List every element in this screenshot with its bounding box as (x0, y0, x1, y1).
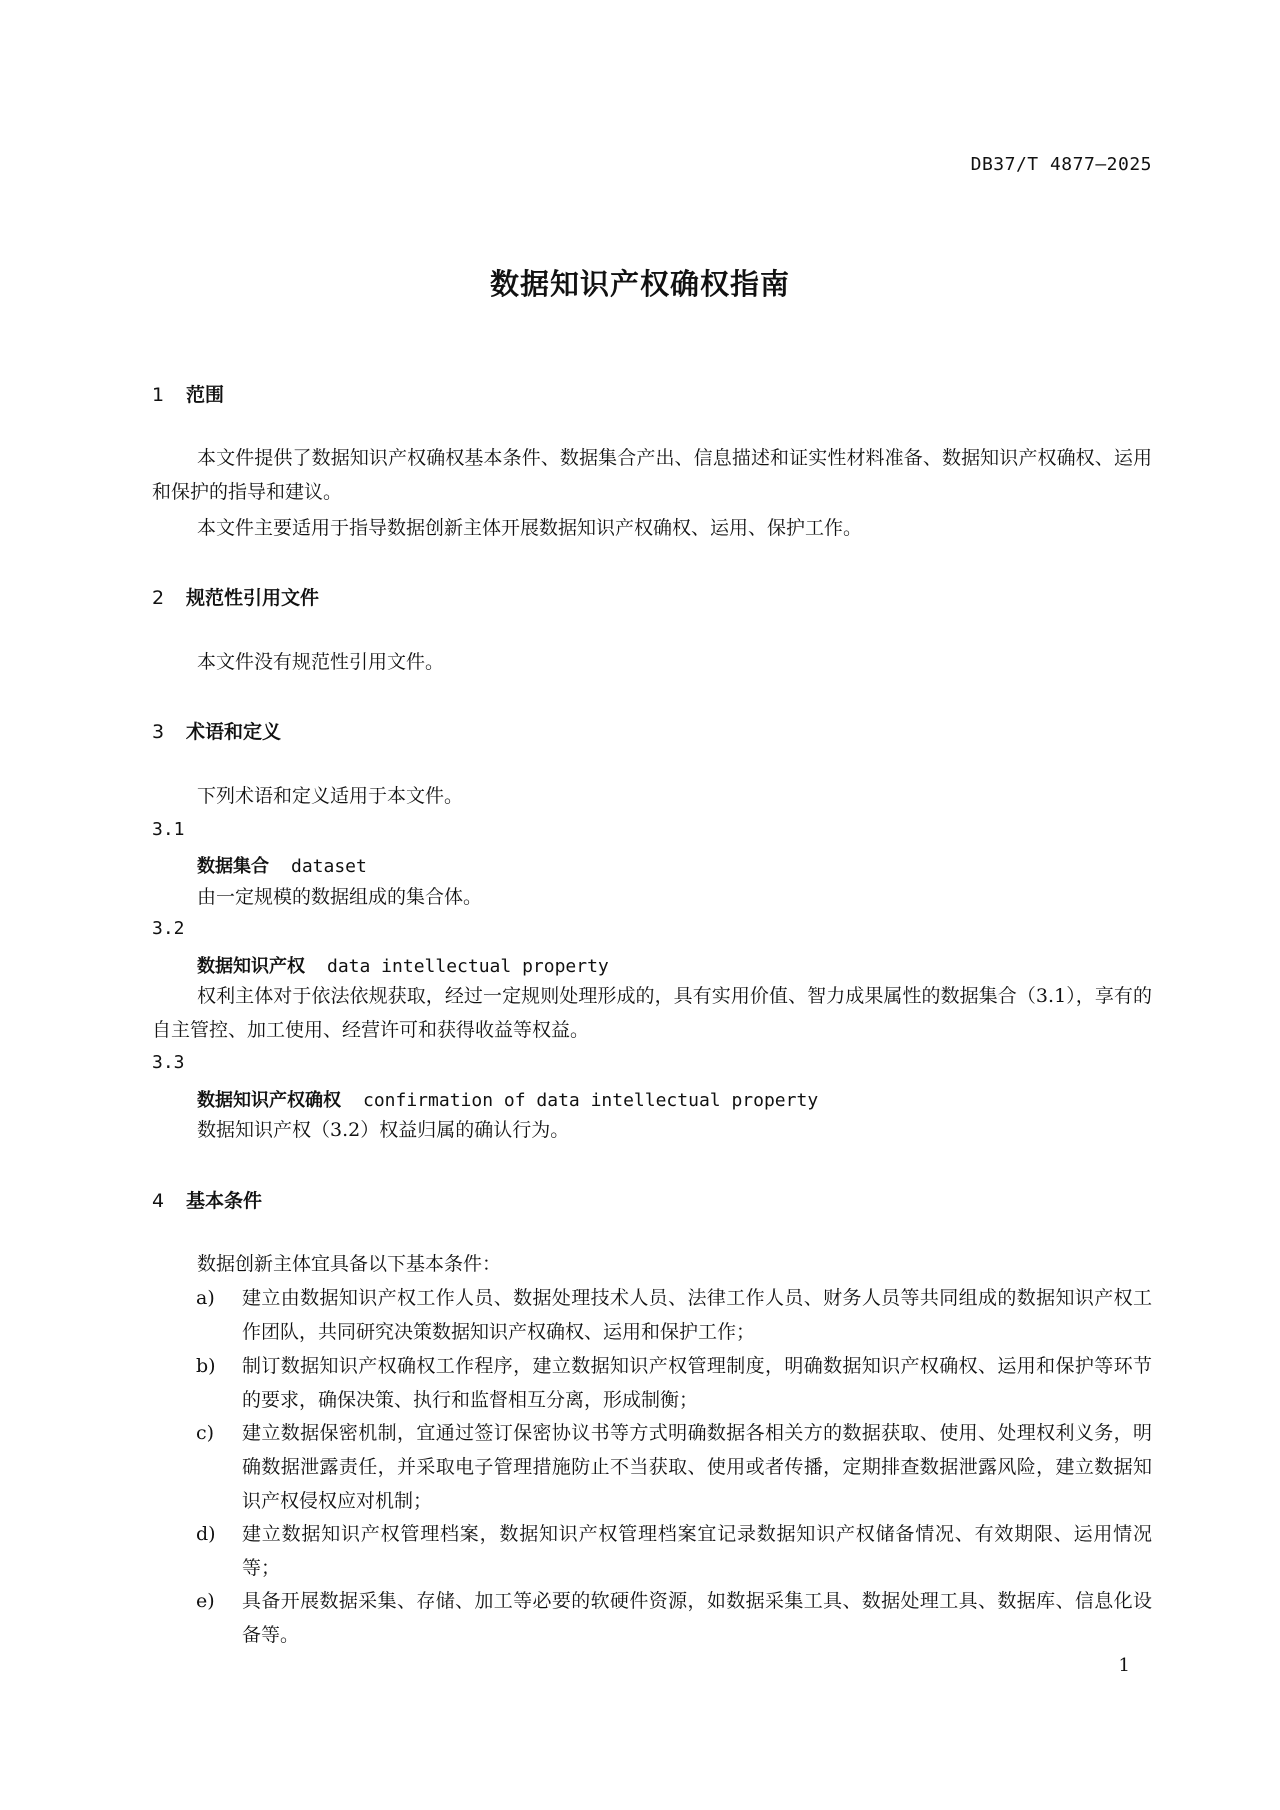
term-name (197, 1086, 818, 1112)
section-1-paragraph-1: 本文件提供了数据知识产权确权基本条件、数据集合产出、信息描述和证实性材料准备、数据知识产权确权、运用和保护的指导和建议。 (152, 447, 1152, 503)
section-number: 3 (152, 721, 165, 743)
list-marker: d) (196, 1523, 216, 1545)
term-name-zh: 数据集合 (197, 856, 269, 877)
section-1-heading (152, 380, 224, 407)
section-title: 范围 (186, 384, 225, 406)
section-title: 术语和定义 (186, 721, 282, 743)
term-name-en: data intellectual property (327, 956, 609, 977)
document-code: DB37/T 4877—2025 (970, 154, 1152, 175)
document-title: 数据知识产权确权指南 (489, 267, 790, 301)
list-marker: c) (196, 1422, 215, 1444)
term-number: 3.2 (152, 918, 185, 939)
term-number: 3.1 (152, 819, 185, 840)
term-name (197, 852, 367, 878)
list-item (196, 1416, 1152, 1518)
section-number: 4 (152, 1190, 165, 1212)
list-marker: b) (196, 1355, 216, 1377)
section-2-heading (152, 583, 319, 610)
section-number: 2 (152, 587, 165, 609)
term-definition: 数据知识产权（3.2）权益归属的确认行为。 (197, 1119, 570, 1141)
section-4-heading (152, 1186, 262, 1213)
list-item (196, 1517, 1152, 1585)
term-definition: 由一定规模的数据组成的集合体。 (197, 886, 483, 908)
page-number: 1 (1118, 1655, 1130, 1676)
section-2-paragraph-1: 本文件没有规范性引用文件。 (197, 651, 445, 673)
list-text: 具备开展数据采集、存储、加工等必要的软硬件资源，如数据采集工具、数据处理工具、数据库、信息化设备等。 (242, 1590, 1152, 1646)
term-name-en: dataset (291, 856, 367, 877)
section-3-intro: 下列术语和定义适用于本文件。 (197, 785, 464, 807)
list-item (196, 1584, 1152, 1652)
term-name-zh: 数据知识产权确权 (197, 1090, 341, 1111)
section-3-heading (152, 717, 281, 744)
section-title: 基本条件 (186, 1190, 263, 1212)
term-name-en: confirmation of data intellectual property (363, 1090, 819, 1111)
list-text: 建立数据知识产权管理档案，数据知识产权管理档案宜记录数据知识产权储备情况、有效期限、运用情况等； (242, 1523, 1152, 1579)
list-marker: e) (196, 1590, 215, 1612)
list-text: 制订数据知识产权确权工作程序，建立数据知识产权管理制度，明确数据知识产权确权、运用和保护等环节的要求，确保决策、执行和监督相互分离，形成制衡； (242, 1355, 1152, 1411)
list-item (196, 1349, 1152, 1417)
section-1-paragraph-2: 本文件主要适用于指导数据创新主体开展数据知识产权确权、运用、保护工作。 (197, 517, 863, 539)
list-item (196, 1281, 1152, 1349)
section-number: 1 (152, 384, 165, 406)
section-4-intro: 数据创新主体宜具备以下基本条件： (197, 1253, 502, 1275)
list-text: 建立由数据知识产权工作人员、数据处理技术人员、法律工作人员、财务人员等共同组成的数据知识产权工作团队，共同研究决策数据知识产权确权、运用和保护工作； (242, 1287, 1152, 1343)
term-name (197, 952, 609, 978)
term-definition: 权利主体对于依法依规获取，经过一定规则处理形成的，具有实用价值、智力成果属性的数据集合（3.1），享有的自主管控、加工使用、经营许可和获得收益等权益。 (152, 985, 1152, 1041)
list-text: 建立数据保密机制，宜通过签订保密协议书等方式明确数据各相关方的数据获取、使用、处理权利义务，明确数据泄露责任，并采取电子管理措施防止不当获取、使用或者传播，定期排查数据泄露风险，建立数据知识产权侵权应对机制； (242, 1422, 1152, 1512)
term-number: 3.3 (152, 1052, 185, 1073)
term-name-zh: 数据知识产权 (197, 956, 305, 977)
section-title: 规范性引用文件 (186, 587, 320, 609)
list-marker: a) (196, 1287, 215, 1309)
